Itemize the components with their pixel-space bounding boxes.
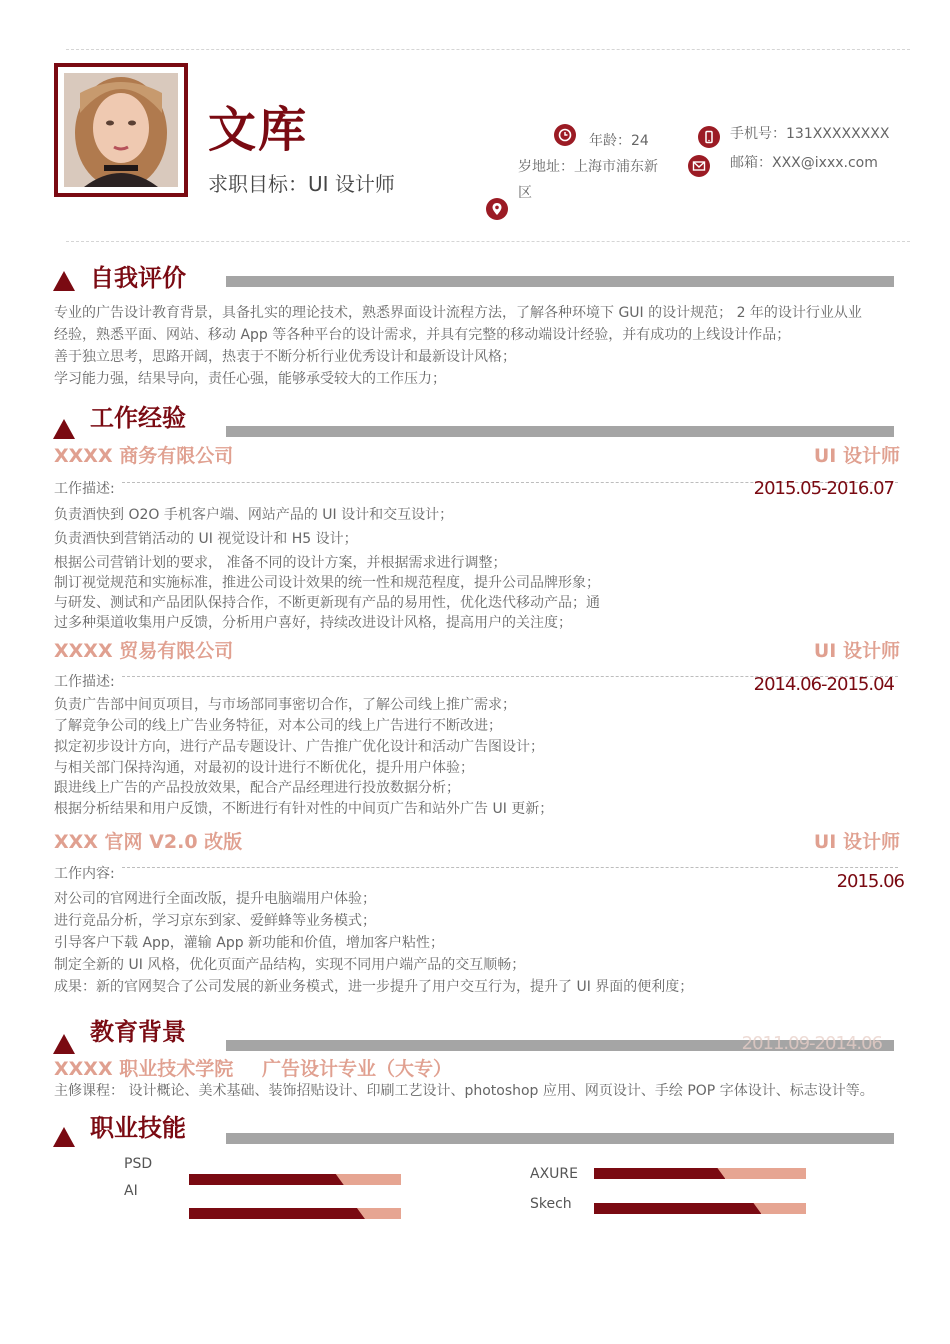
job-company: XXX 官网 V2.0 改版: [54, 831, 243, 853]
skill-label: AI: [124, 1183, 138, 1199]
job-company: XXXX 商务有限公司: [54, 445, 234, 467]
job-line: 跟进线上广告的产品投放效果，配合产品经理进行投放数据分析；: [54, 780, 460, 796]
section-marker: [53, 1127, 75, 1147]
job-description: [54, 504, 894, 633]
education-major: 广告设计专业（大专）: [262, 1058, 453, 1080]
self-eval-line: 经验，熟悉平面、网站、移动 App 等各种平台的设计需求，并具有完整的移动端设计经验，并有成功的上线设计作品；: [54, 327, 791, 343]
header-divider: [66, 241, 910, 242]
job-line: 根据分析结果和用户反馈，不断进行有针对性的中间页广告和站外广告 UI 更新；: [54, 801, 554, 817]
section-bar: [226, 426, 894, 437]
job-company: XXXX 贸易有限公司: [54, 640, 234, 662]
education-courses: 主修课程： 设计概论、美术基础、装饰招贴设计、印刷工艺设计、photoshop 应用、网页设计、手绘 POP 字体设计、标志设计等。: [54, 1083, 874, 1099]
job-date: 2015.05-2016.07: [753, 478, 894, 499]
job-date: 2014.06-2015.04: [753, 674, 894, 695]
self-eval-line: 学习能力强，结果导向，责任心强，能够承受较大的工作压力；: [54, 371, 446, 387]
skill-bar: [594, 1168, 806, 1179]
candidate-name: 文库: [208, 102, 309, 158]
job-label: 工作描述:: [54, 481, 115, 497]
section-title-work: 工作经验: [90, 404, 186, 432]
job-line: 负责广告部中间页项目，与市场部同事密切合作，了解公司线上推广需求；: [54, 697, 516, 713]
job-line: 制定全新的 UI 风格，优化页面产品结构，实现不同用户端产品的交互顺畅；: [54, 957, 526, 973]
job-objective: 求职目标：UI 设计师: [208, 172, 395, 196]
education-school: XXXX 职业技术学院: [54, 1058, 234, 1080]
top-divider: [66, 49, 910, 50]
email-info: 邮箱：XXX@ixxx.com: [730, 155, 878, 171]
self-eval-line: 善于独立思考，思路开阔，热衷于不断分析行业优秀设计和最新设计风格；: [54, 349, 516, 365]
job-line: 过多种渠道收集用户反馈，分析用户喜好，持续改进设计风格，提高用户的关注度；: [54, 615, 572, 631]
skill-label: Skech: [530, 1196, 572, 1212]
section-marker: [53, 1034, 75, 1054]
job-line: 引导客户下载 App，灌输 App 新功能和价值，增加客户粘性；: [54, 935, 445, 951]
job-label: 工作描述:: [54, 674, 115, 690]
job-line: 制订视觉规范和实施标准，推进公司设计效果的统一性和规范程度，提升公司品牌形象；: [54, 575, 600, 591]
skill-bar: [594, 1203, 806, 1214]
phone-info: 手机号：131XXXXXXXX: [730, 126, 890, 142]
job-label: 工作内容:: [54, 866, 115, 882]
age-info: 年龄：24: [589, 133, 649, 149]
skill-bar: [189, 1174, 401, 1185]
section-marker: [53, 271, 75, 291]
job-line: 负责酒快到营销活动的 UI 视觉设计和 H5 设计；: [54, 531, 358, 547]
education-date: 2011.09-2014.06: [741, 1033, 882, 1054]
location-pin-icon: [486, 198, 508, 220]
job-date: 2015.06: [836, 871, 904, 892]
job-line: 进行竞品分析，学习京东到家、爱鲜蜂等业务模式；: [54, 913, 376, 929]
self-eval-text: [54, 302, 894, 390]
job-line: 拟定初步设计方向，进行产品专题设计、广告推广优化设计和活动广告图设计；: [54, 739, 544, 755]
email-icon: [688, 155, 710, 177]
skill-label: PSD: [124, 1156, 153, 1172]
job-line: 与相关部门保持沟通，对最初的设计进行不断优化，提升用户体验；: [54, 760, 474, 776]
section-bar: [226, 276, 894, 287]
profile-photo: [54, 63, 188, 197]
section-marker: [53, 419, 75, 439]
job-line: 与研发、测试和产品团队保持合作，不断更新现有产品的易用性，优化迭代移动产品；通: [54, 595, 600, 611]
job-role: UI 设计师: [813, 445, 900, 467]
section-bar: [226, 1133, 894, 1144]
skill-level: [594, 1203, 761, 1214]
skill-level: [189, 1174, 344, 1185]
job-role: UI 设计师: [813, 831, 900, 853]
skill-level: [594, 1168, 725, 1179]
section-title-education: 教育背景: [90, 1018, 186, 1046]
job-line: 成果：新的官网契合了公司发展的新业务模式，进一步提升了用户交互行为，提升了 UI 界面的便利度；: [54, 979, 694, 995]
section-title-self-eval: 自我评价: [90, 264, 186, 292]
address-info: 岁地址：上海市浦东新区: [518, 159, 658, 201]
job-role: UI 设计师: [813, 640, 900, 662]
job-line: 根据公司营销计划的要求， 准备不同的设计方案，并根据需求进行调整；: [54, 555, 507, 571]
phone-icon: [698, 126, 720, 148]
job-line: 对公司的官网进行全面改版，提升电脑端用户体验；: [54, 891, 376, 907]
job-line: 负责酒快到 O2O 手机客户端、网站产品的 UI 设计和交互设计；: [54, 507, 454, 523]
job-description: [54, 888, 894, 998]
clock-icon: [554, 124, 576, 146]
job-line: 了解竞争公司的线上广告业务特征，对本公司的线上广告进行不断改进；: [54, 718, 502, 734]
skill-bar: [189, 1208, 401, 1219]
skill-level: [189, 1208, 365, 1219]
job-description: [54, 695, 894, 821]
self-eval-line: 专业的广告设计教育背景，具备扎实的理论技术，熟悉界面设计流程方法，了解各种环境下 GUI 的设计规范； 2 年的设计行业从业: [54, 305, 862, 321]
section-title-skills: 职业技能: [90, 1114, 186, 1142]
portrait-image: [64, 73, 178, 187]
skill-label: AXURE: [530, 1166, 578, 1182]
